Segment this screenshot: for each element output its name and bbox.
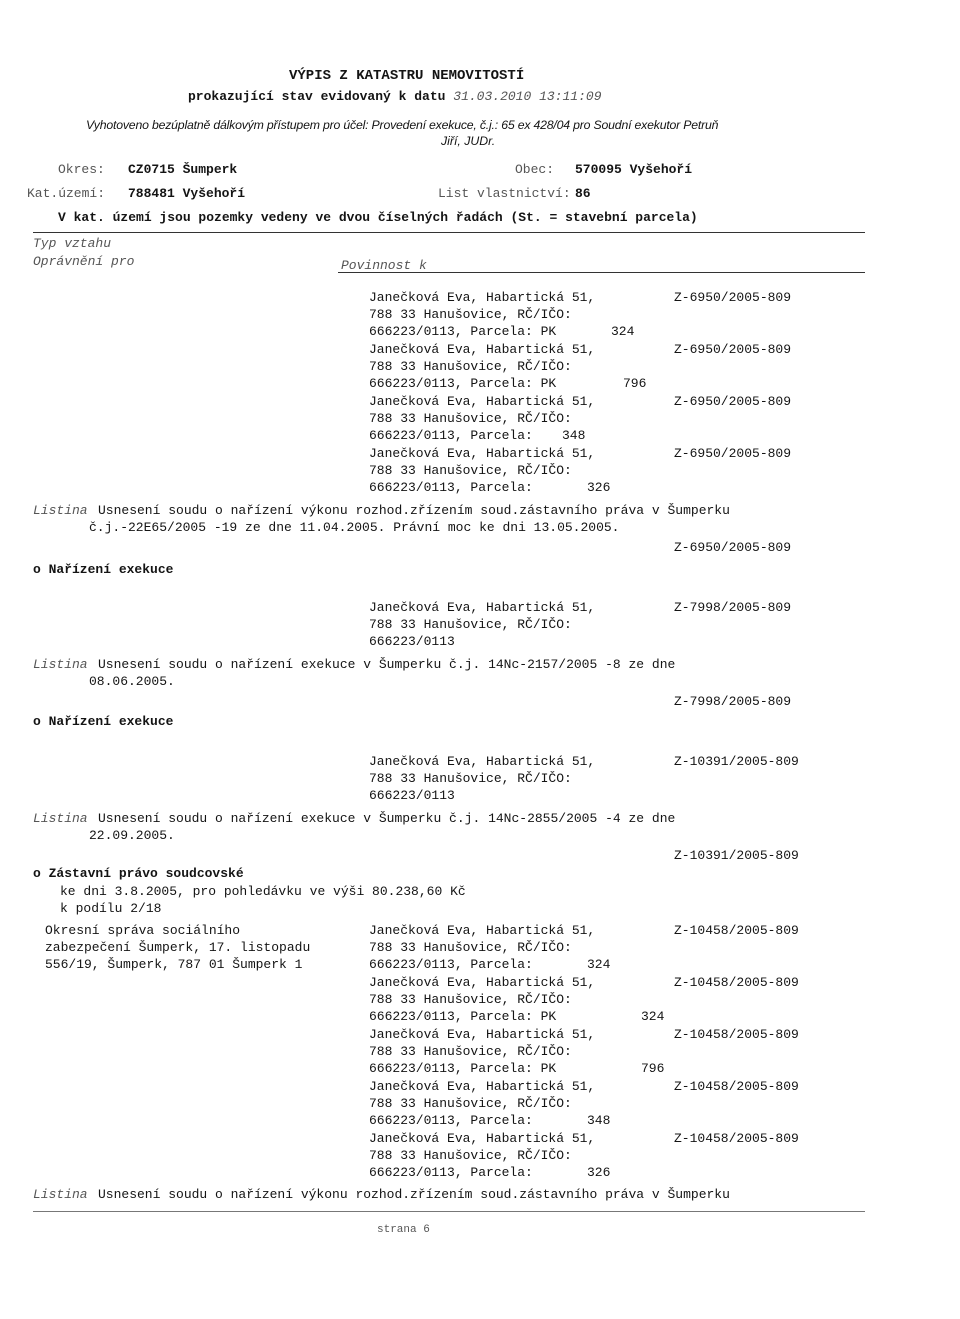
list-item: Janečková Eva, Habartická 51, (369, 394, 596, 409)
listina-label: Listina (33, 657, 88, 672)
obec-value: 570095 Vyšehoří (575, 162, 693, 177)
list-item: 666223/0113, Parcela: (369, 1165, 533, 1180)
subtitle-datetime: 31.03.2010 13:11:09 (453, 89, 602, 104)
listina-text: Usnesení soudu o nařízení výkonu rozhod.zřízením soud.zástavního práva v Šumperku (98, 1187, 730, 1202)
listina-text: 08.06.2005. (89, 674, 175, 689)
parcel-number: 324 (641, 1009, 665, 1024)
kat-value: 788481 Vyšehoří (128, 186, 246, 201)
lien-detail: ke dni 3.8.2005, pro pohledávku ve výši 80.238,60 Kč (60, 884, 466, 899)
parcel-number: 348 (562, 428, 586, 443)
listina-text: Usnesení soudu o nařízení exekuce v Šumperku č.j. 14Nc-2157/2005 -8 ze dne (98, 657, 676, 672)
parcel-number: 348 (587, 1113, 611, 1128)
parcel-number: 324 (611, 324, 635, 339)
list-item: 666223/0113, Parcela: (369, 957, 533, 972)
listina-text: Usnesení soudu o nařízení výkonu rozhod.zřízením soud.zástavního práva v Šumperku (98, 503, 730, 518)
col-povinnost-k: Povinnost k (341, 258, 427, 273)
lv-value: 86 (575, 186, 591, 201)
header-divider (33, 232, 865, 233)
entry-code: Z-10458/2005-809 (674, 1027, 799, 1042)
list-item: 788 33 Hanušovice, RČ/IČO: (369, 1148, 572, 1163)
creditor-line: 556/19, Šumperk, 787 01 Šumperk 1 (45, 957, 303, 972)
list-item: 788 33 Hanušovice, RČ/IČO: (369, 411, 572, 426)
list-item: Janečková Eva, Habartická 51, (369, 923, 596, 938)
listina-text: č.j.-22E65/2005 -19 ze dne 11.04.2005. Právní moc ke dni 13.05.2005. (89, 520, 620, 535)
list-item: 666223/0113, Parcela: PK (369, 1061, 557, 1076)
list-item: 666223/0113 (369, 634, 455, 649)
list-item: 788 33 Hanušovice, RČ/IČO: (369, 1044, 572, 1059)
listina-label: Listina (33, 1187, 88, 1202)
entry-code: Z-6950/2005-809 (674, 540, 792, 555)
list-item: 788 33 Hanušovice, RČ/IČO: (369, 940, 572, 955)
list-item: 788 33 Hanušovice, RČ/IČO: (369, 463, 572, 478)
list-item: 788 33 Hanušovice, RČ/IČO: (369, 359, 572, 374)
entry-code: Z-10458/2005-809 (674, 1079, 799, 1094)
document-title: VÝPIS Z KATASTRU NEMOVITOSTÍ (289, 68, 525, 84)
list-item: 788 33 Hanušovice, RČ/IČO: (369, 992, 572, 1007)
list-item: Janečková Eva, Habartická 51, (369, 754, 596, 769)
list-item: Janečková Eva, Habartická 51, (369, 1027, 596, 1042)
section-title: o Nařízení exekuce (33, 714, 174, 729)
list-item: 666223/0113, Parcela: (369, 428, 533, 443)
lv-label: List vlastnictví: (438, 186, 571, 201)
page-number: strana 6 (377, 1224, 430, 1236)
creditor-line: Okresní správa sociálního (45, 923, 241, 938)
kat-label: Kat.území: (27, 186, 106, 201)
list-item: Janečková Eva, Habartická 51, (369, 446, 596, 461)
lien-share: k podílu 2/18 (60, 901, 162, 916)
list-item: Janečková Eva, Habartická 51, (369, 1131, 596, 1146)
entry-code: Z-6950/2005-809 (674, 446, 792, 461)
document-subtitle (188, 89, 602, 106)
entry-code: Z-10391/2005-809 (674, 754, 799, 769)
subtitle-prefix: prokazující stav evidovaný k datu (188, 89, 446, 104)
parcel-number: 324 (587, 957, 611, 972)
okres-label: Okres: (58, 162, 105, 177)
list-item: 666223/0113, Parcela: PK (369, 1009, 557, 1024)
section-title: o Nařízení exekuce (33, 562, 174, 577)
section-title: o Zástavní právo soudcovské (33, 866, 244, 881)
cadastre-note: V kat. území jsou pozemky vedeny ve dvou číselných řadách (St. = stavební parcela) (58, 210, 698, 225)
entry-code: Z-10458/2005-809 (674, 1131, 799, 1146)
list-item: 666223/0113 (369, 788, 455, 803)
col-typ-vztahu: Typ vztahu (33, 236, 112, 251)
list-item: 666223/0113, Parcela: PK (369, 324, 557, 339)
list-item: 666223/0113, Parcela: (369, 480, 533, 495)
entry-code: Z-6950/2005-809 (674, 342, 792, 357)
entry-code: Z-7998/2005-809 (674, 694, 792, 709)
entry-code: Z-6950/2005-809 (674, 290, 792, 305)
parcel-number: 796 (623, 376, 647, 391)
parcel-number: 796 (641, 1061, 665, 1076)
list-item: Janečková Eva, Habartická 51, (369, 600, 596, 615)
list-item: Janečková Eva, Habartická 51, (369, 1079, 596, 1094)
list-item: 666223/0113, Parcela: (369, 1113, 533, 1128)
list-item: Janečková Eva, Habartická 51, (369, 290, 596, 305)
obec-label: Obec: (515, 162, 555, 177)
prepared-line-1: Vyhotoveno bezúplatně dálkovým přístupem pro účel: Provedení exekuce, č.j.: 65 ex 428/04 pro Soudní exekutor Petruň (86, 118, 719, 132)
list-item: Janečková Eva, Habartická 51, (369, 975, 596, 990)
entry-code: Z-10391/2005-809 (674, 848, 799, 863)
prepared-line-2: Jiří, JUDr. (441, 134, 496, 148)
list-item: 666223/0113, Parcela: PK (369, 376, 557, 391)
entry-code: Z-10458/2005-809 (674, 975, 799, 990)
listina-label: Listina (33, 503, 88, 518)
listina-text: 22.09.2005. (89, 828, 175, 843)
creditor-line: zabezpečení Šumperk, 17. listopadu (45, 940, 311, 955)
okres-value: CZ0715 Šumperk (128, 162, 238, 177)
list-item: 788 33 Hanušovice, RČ/IČO: (369, 771, 572, 786)
entry-code: Z-7998/2005-809 (674, 600, 792, 615)
entry-code: Z-10458/2005-809 (674, 923, 799, 938)
column-divider (338, 272, 865, 273)
parcel-number: 326 (587, 480, 611, 495)
list-item: 788 33 Hanušovice, RČ/IČO: (369, 1096, 572, 1111)
listina-label: Listina (33, 811, 88, 826)
entry-code: Z-6950/2005-809 (674, 394, 792, 409)
col-opravneni-pro: Oprávnění pro (33, 254, 135, 269)
list-item: Janečková Eva, Habartická 51, (369, 342, 596, 357)
list-item: 788 33 Hanušovice, RČ/IČO: (369, 617, 572, 632)
footer-divider (33, 1211, 865, 1212)
list-item: 788 33 Hanušovice, RČ/IČO: (369, 307, 572, 322)
listina-text: Usnesení soudu o nařízení exekuce v Šumperku č.j. 14Nc-2855/2005 -4 ze dne (98, 811, 676, 826)
parcel-number: 326 (587, 1165, 611, 1180)
